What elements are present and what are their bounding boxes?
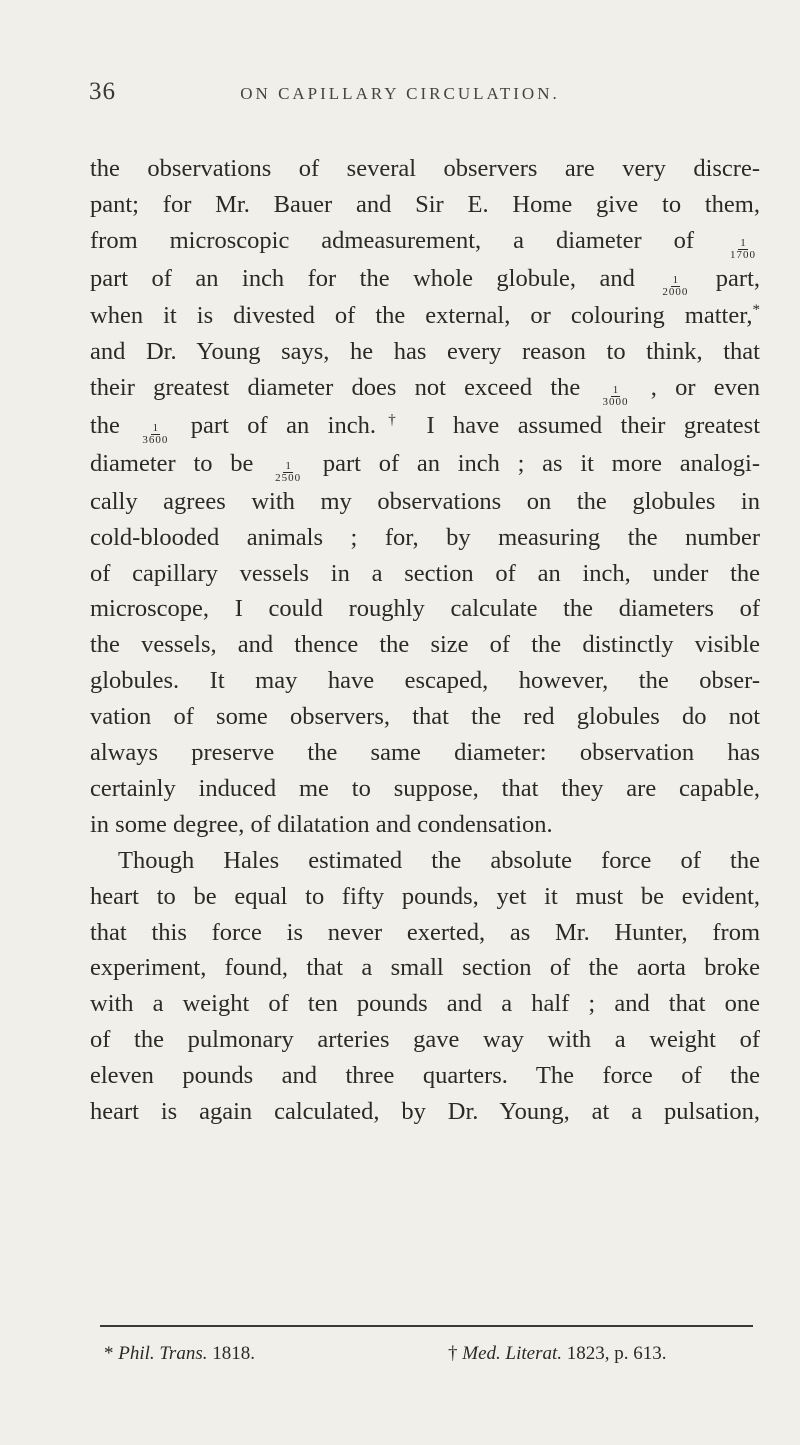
- text-segment: diameter to be: [90, 449, 254, 477]
- text-line: cally agrees with my observations on the globules in: [90, 487, 760, 515]
- footnotes: [0, 1343, 800, 1383]
- fraction-denominator: 2000: [662, 286, 689, 299]
- footnote-detail: 1823, p. 613.: [566, 1343, 667, 1364]
- text-line: eleven pounds and three quarters. The force of the: [90, 1062, 760, 1090]
- footnote: [104, 1343, 255, 1365]
- fraction-numerator: 1: [672, 274, 679, 287]
- text-line: with a weight of ten pounds and a half ; and that one: [90, 990, 760, 1018]
- text-line: [90, 223, 760, 261]
- footnote-source: Med. Literat.: [462, 1343, 562, 1364]
- fraction-numerator: 1: [285, 459, 291, 472]
- text-segment: from microscopic admeasurement, a diameter of: [90, 226, 695, 254]
- text-line: heart to be equal to fifty pounds, yet it must be evident,: [90, 882, 760, 910]
- footnote-marker: *: [104, 1343, 114, 1364]
- page-header: [0, 76, 800, 116]
- text-line: always preserve the same diameter: observation has: [90, 739, 760, 767]
- text-line: [90, 446, 760, 484]
- fraction: [602, 385, 630, 408]
- text-line: that this force is never exerted, as Mr. Hunter, from: [90, 918, 760, 946]
- fraction: [661, 275, 689, 298]
- text-segment: the: [90, 412, 120, 440]
- text-line: microscope, I could roughly calculate the diameters of: [90, 595, 760, 623]
- text-line: of the pulmonary arteries gave way with a weight of: [90, 1026, 760, 1054]
- text-segment: part of an inch for the whole globule, and: [90, 264, 635, 292]
- footnote-source: Phil. Trans.: [118, 1343, 208, 1364]
- footnote-rule: [100, 1325, 753, 1327]
- footnote: [448, 1343, 667, 1365]
- fraction-numerator: 1: [152, 421, 159, 434]
- fraction-denominator: 1700: [730, 248, 756, 261]
- fraction-denominator: 3600: [142, 433, 169, 446]
- fraction: [729, 238, 757, 261]
- footnote-detail: 1818.: [212, 1343, 255, 1364]
- text-segment: part of an inch ; as it more analogi-: [322, 449, 760, 477]
- footnote-mark: *: [752, 302, 760, 319]
- text-segment: , or even: [650, 374, 760, 402]
- footnote-mark: †: [375, 412, 409, 429]
- text-segment: when it is divested of the external, or colouring matter,: [90, 302, 753, 330]
- body-text: [90, 151, 760, 1130]
- running-head: ON CAPILLARY CIRCULATION.: [240, 84, 560, 103]
- text-line: vation of some observers, that the red globules do not: [90, 703, 760, 731]
- text-line: of capillary vessels in a section of an inch, under the: [90, 559, 760, 587]
- text-line: [90, 298, 760, 334]
- text-line: cold-blooded animals ; for, by measuring the number: [90, 523, 760, 551]
- text-line: globules. It may have escaped, however, the obser-: [90, 667, 760, 695]
- text-line: the observations of several observers are very discre-: [90, 155, 760, 182]
- text-segment: their greatest diameter does not exceed the: [90, 374, 581, 402]
- fraction-numerator: 1: [740, 236, 746, 249]
- fraction-denominator: 2500: [275, 471, 302, 484]
- footnote-marker: †: [448, 1343, 458, 1364]
- text-line: experiment, found, that a small section of the aorta broke: [90, 954, 760, 982]
- fraction-numerator: 1: [612, 384, 619, 397]
- text-segment: I have assumed their greatest: [426, 412, 760, 440]
- text-line: in some degree, of dilatation and condensation.: [90, 810, 553, 838]
- text-segment: part of an inch.: [190, 412, 376, 440]
- text-line: [90, 408, 760, 446]
- text-line: heart is again calculated, by Dr. Young, at a pulsation,: [90, 1098, 760, 1126]
- fraction: [141, 423, 169, 446]
- fraction: [274, 461, 302, 484]
- text-line: [90, 370, 760, 408]
- text-line: the vessels, and thence the size of the distinctly visible: [90, 631, 760, 659]
- text-line: pant; for Mr. Bauer and Sir E. Home give to them,: [90, 190, 760, 218]
- text-line: [90, 261, 760, 299]
- text-segment: part,: [715, 264, 760, 292]
- fraction-denominator: 3000: [602, 396, 629, 409]
- page-number: 36: [89, 78, 116, 105]
- text-line: certainly induced me to suppose, that they are capable,: [90, 774, 760, 802]
- text-line: and Dr. Young says, he has every reason to think, that: [90, 338, 760, 366]
- text-line: Though Hales estimated the absolute force of the: [118, 846, 760, 874]
